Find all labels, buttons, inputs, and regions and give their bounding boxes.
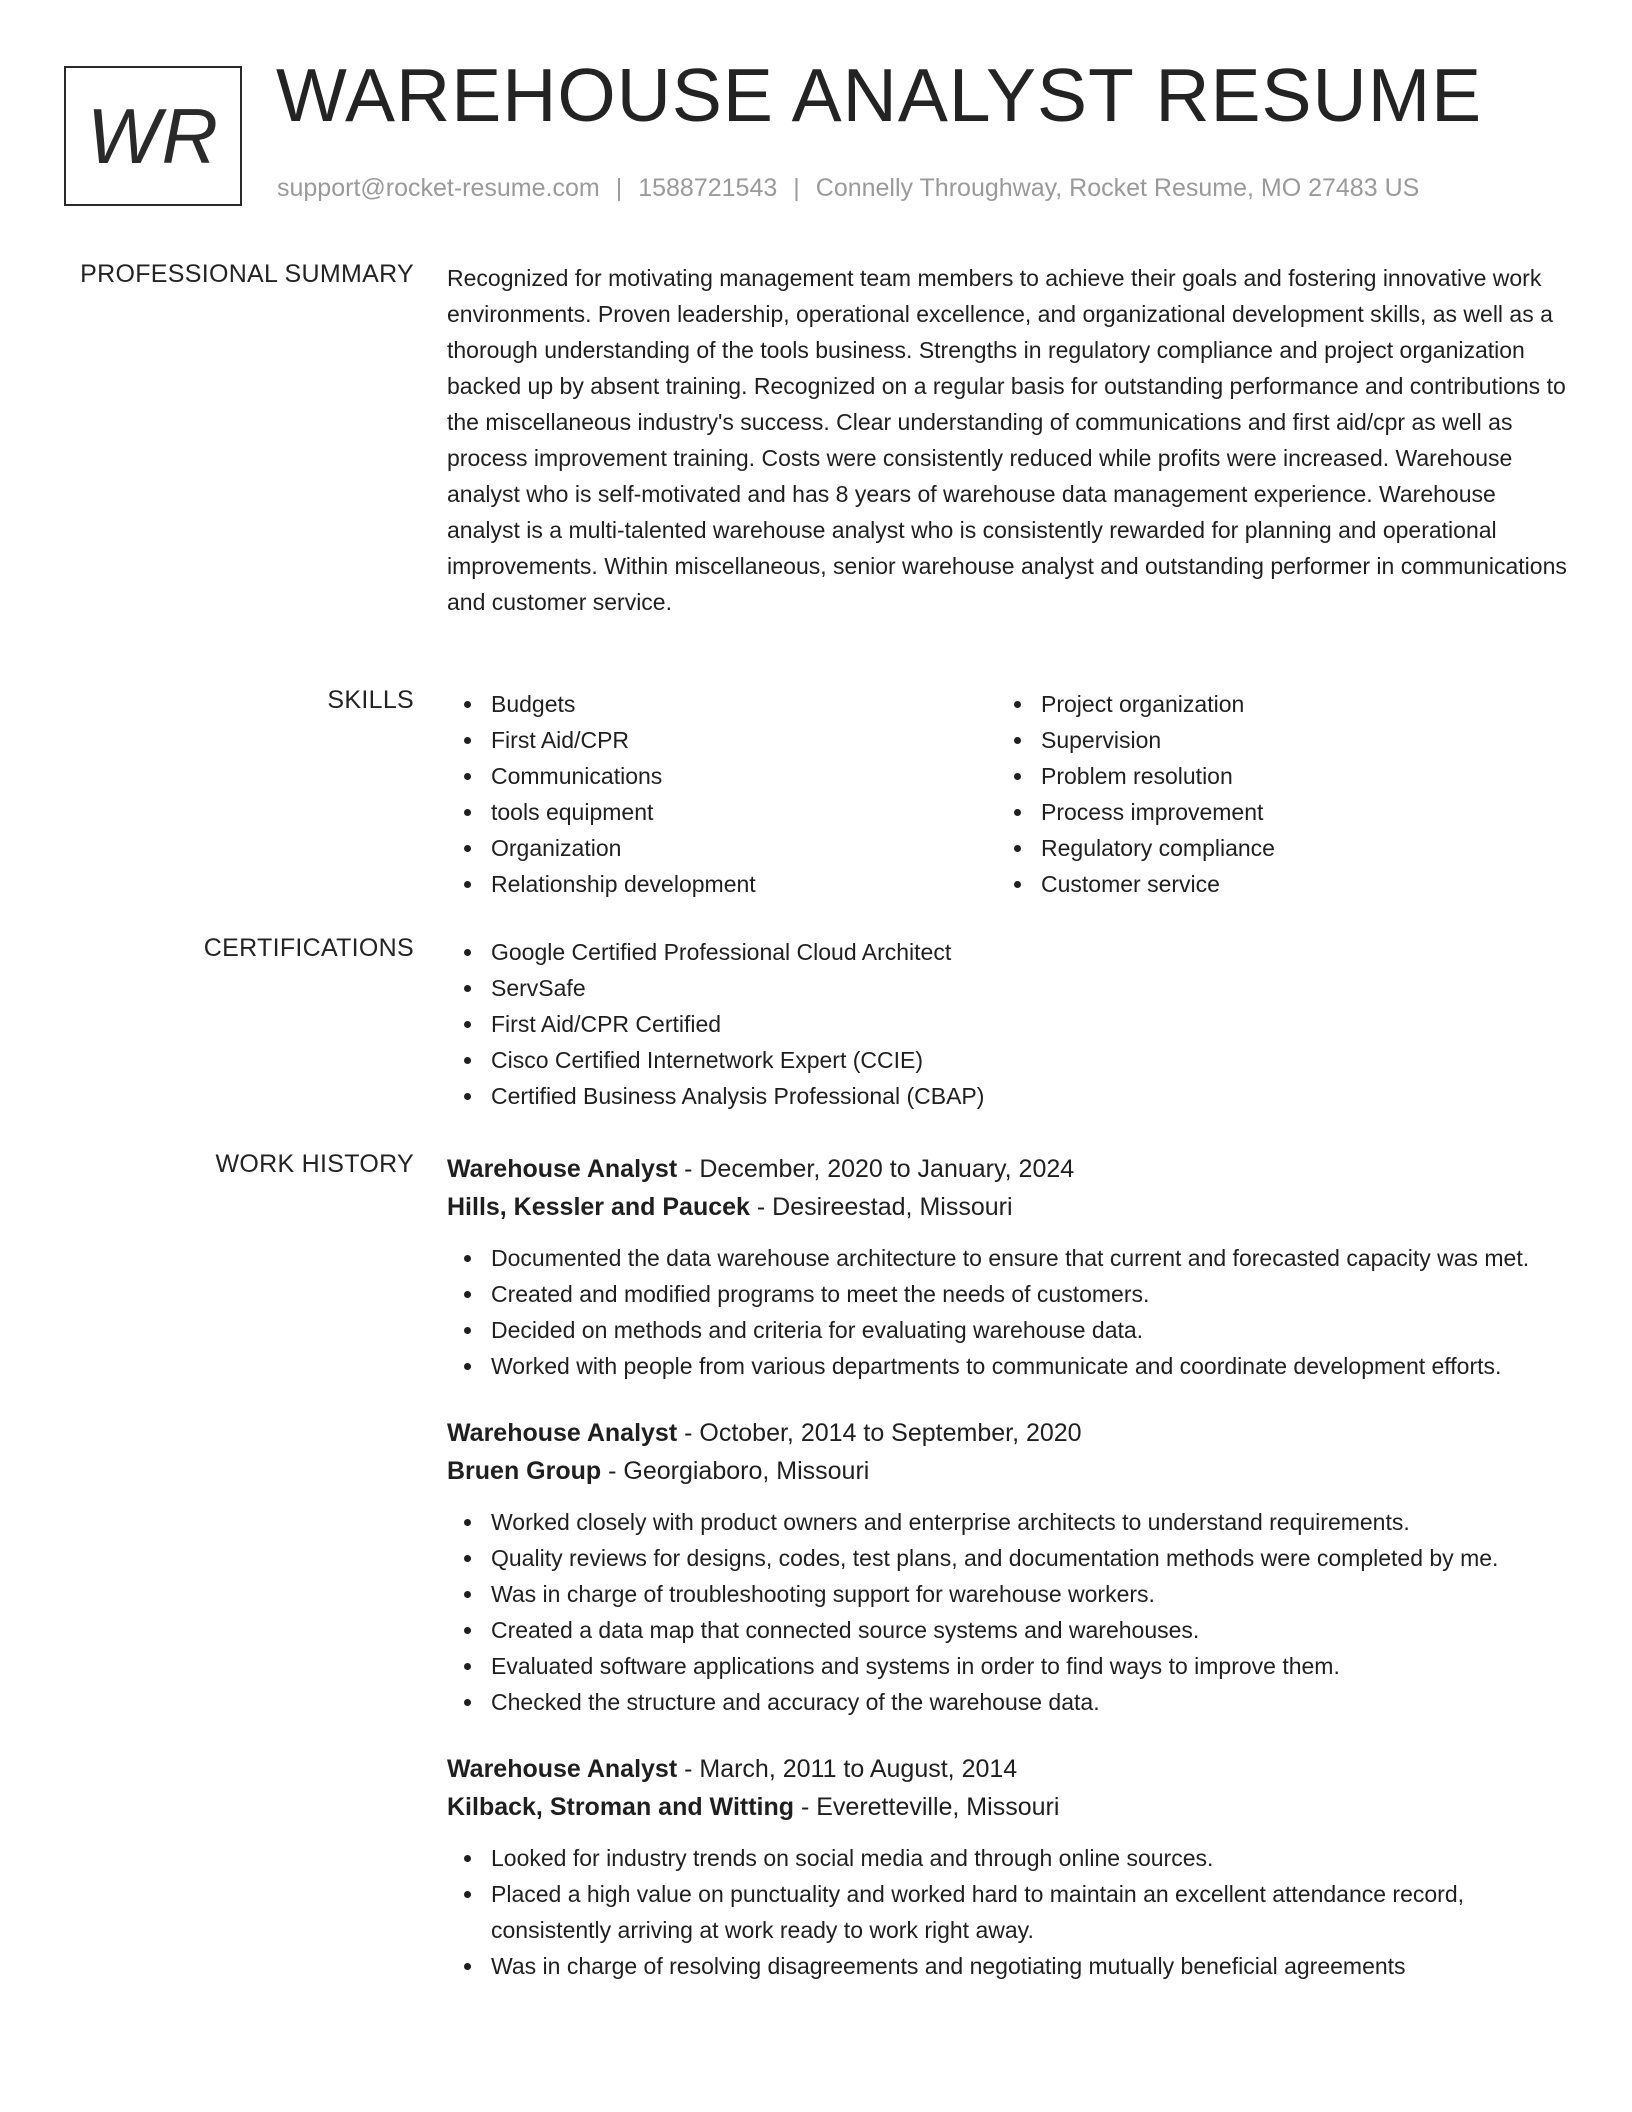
job-company-line bbox=[447, 1788, 1572, 1826]
job-company-line bbox=[447, 1452, 1572, 1490]
certifications-heading: CERTIFICATIONS bbox=[203, 934, 414, 962]
certification-item: Cisco Certified Internetwork Expert (CCIE) bbox=[447, 1042, 1572, 1078]
skill-item: Regulatory compliance bbox=[997, 830, 1547, 866]
job-duty: Decided on methods and criteria for evaluating warehouse data. bbox=[447, 1312, 1572, 1348]
job-company: Hills, Kessler and Paucek bbox=[447, 1193, 750, 1221]
job-duty: Documented the data warehouse architecture to ensure that current and forecasted capacity was met. bbox=[447, 1240, 1572, 1276]
skill-item: Supervision bbox=[997, 722, 1547, 758]
job-dates: - March, 2011 to August, 2014 bbox=[677, 1755, 1018, 1783]
job-company-line bbox=[447, 1188, 1572, 1226]
skill-item: Problem resolution bbox=[997, 758, 1547, 794]
skill-item: Organization bbox=[447, 830, 997, 866]
job-location: - Everetteville, Missouri bbox=[794, 1793, 1060, 1821]
job-duty: Looked for industry trends on social media and through online sources. bbox=[447, 1840, 1572, 1876]
job-location: - Desireestad, Missouri bbox=[749, 1193, 1013, 1221]
contact-separator: | bbox=[615, 174, 623, 202]
skill-item: Project organization bbox=[997, 686, 1547, 722]
skill-item: tools equipment bbox=[447, 794, 997, 830]
job-title: Warehouse Analyst bbox=[447, 1755, 678, 1783]
contact-phone[interactable]: 1588721543 bbox=[638, 174, 778, 202]
contact-email[interactable]: support@rocket-resume.com bbox=[277, 174, 600, 202]
job-duty: Created and modified programs to meet the needs of customers. bbox=[447, 1276, 1572, 1312]
job-duties-list bbox=[447, 1504, 1572, 1720]
skills-heading: SKILLS bbox=[327, 686, 414, 714]
certification-item: Google Certified Professional Cloud Architect bbox=[447, 934, 1572, 970]
certification-item: Certified Business Analysis Professional (CBAP) bbox=[447, 1078, 1572, 1114]
skill-item: First Aid/CPR bbox=[447, 722, 997, 758]
contact-line bbox=[277, 174, 1419, 203]
resume-title: WAREHOUSE ANALYST RESUME bbox=[276, 53, 1483, 137]
job-title-line bbox=[447, 1750, 1572, 1788]
skill-item: Communications bbox=[447, 758, 997, 794]
job-entry bbox=[447, 1414, 1572, 1720]
job-location: - Georgiaboro, Missouri bbox=[601, 1457, 870, 1485]
job-title: Warehouse Analyst bbox=[447, 1155, 678, 1183]
summary-heading: PROFESSIONAL SUMMARY bbox=[80, 260, 414, 288]
job-company: Kilback, Stroman and Witting bbox=[447, 1793, 795, 1821]
job-company: Bruen Group bbox=[447, 1457, 602, 1485]
job-duty: Quality reviews for designs, codes, test plans, and documentation methods were completed by me. bbox=[447, 1540, 1572, 1576]
skill-item: Process improvement bbox=[997, 794, 1547, 830]
certification-item: First Aid/CPR Certified bbox=[447, 1006, 1572, 1042]
job-entry bbox=[447, 1750, 1572, 1984]
work-history-heading: WORK HISTORY bbox=[215, 1150, 414, 1178]
monogram-logo: WR bbox=[64, 66, 242, 206]
job-dates: - October, 2014 to September, 2020 bbox=[677, 1419, 1082, 1447]
job-duties-list bbox=[447, 1240, 1572, 1384]
certifications-list bbox=[447, 934, 1572, 1114]
job-title: Warehouse Analyst bbox=[447, 1419, 678, 1447]
job-duty: Worked closely with product owners and enterprise architects to understand requirements. bbox=[447, 1504, 1572, 1540]
summary-text: Recognized for motivating management team members to achieve their goals and fostering innovative work environments. Proven leadership, operational excellence, and organizational development skills, as well as a thorough understanding of the tools business. Strengths in regulatory compliance and project organization backed up by absent training. Recognized on a regular basis for outstanding performance and contributions to the miscellaneous industry's success. Clear understanding of communications and first aid/cpr as well as process improvement training. Costs were consistently reduced while profits were increased. Warehouse analyst who is self-motivated and has 8 years of warehouse data management experience. Warehouse analyst is a multi-talented warehouse analyst who is consistently rewarded for planning and operational improvements. Within miscellaneous, senior warehouse analyst and outstanding performer in communications and customer service. bbox=[447, 265, 1567, 615]
skill-item: Budgets bbox=[447, 686, 997, 722]
skill-item: Relationship development bbox=[447, 866, 997, 902]
job-duty: Was in charge of troubleshooting support for warehouse workers. bbox=[447, 1576, 1572, 1612]
job-dates: - December, 2020 to January, 2024 bbox=[677, 1155, 1075, 1183]
skills-list-right bbox=[997, 686, 1547, 902]
job-duty: Evaluated software applications and systems in order to find ways to improve them. bbox=[447, 1648, 1572, 1684]
certification-item: ServSafe bbox=[447, 970, 1572, 1006]
job-title-line bbox=[447, 1414, 1572, 1452]
job-duty: Worked with people from various departments to communicate and coordinate development efforts. bbox=[447, 1348, 1572, 1384]
job-title-line bbox=[447, 1150, 1572, 1188]
job-duty: Created a data map that connected source systems and warehouses. bbox=[447, 1612, 1572, 1648]
contact-separator: | bbox=[793, 174, 800, 202]
job-entry bbox=[447, 1150, 1572, 1384]
job-duty: Was in charge of resolving disagreements and negotiating mutually beneficial agreements bbox=[447, 1948, 1572, 1984]
job-duty: Placed a high value on punctuality and worked hard to maintain an excellent attendance record, consistently arriving at work ready to work right away. bbox=[447, 1876, 1572, 1948]
skills-list-left bbox=[447, 686, 997, 902]
job-duties-list bbox=[447, 1840, 1572, 1984]
skill-item: Customer service bbox=[997, 866, 1547, 902]
contact-address: Connelly Throughway, Rocket Resume, MO 27483 US bbox=[815, 174, 1420, 202]
job-duty: Checked the structure and accuracy of the warehouse data. bbox=[447, 1684, 1572, 1720]
